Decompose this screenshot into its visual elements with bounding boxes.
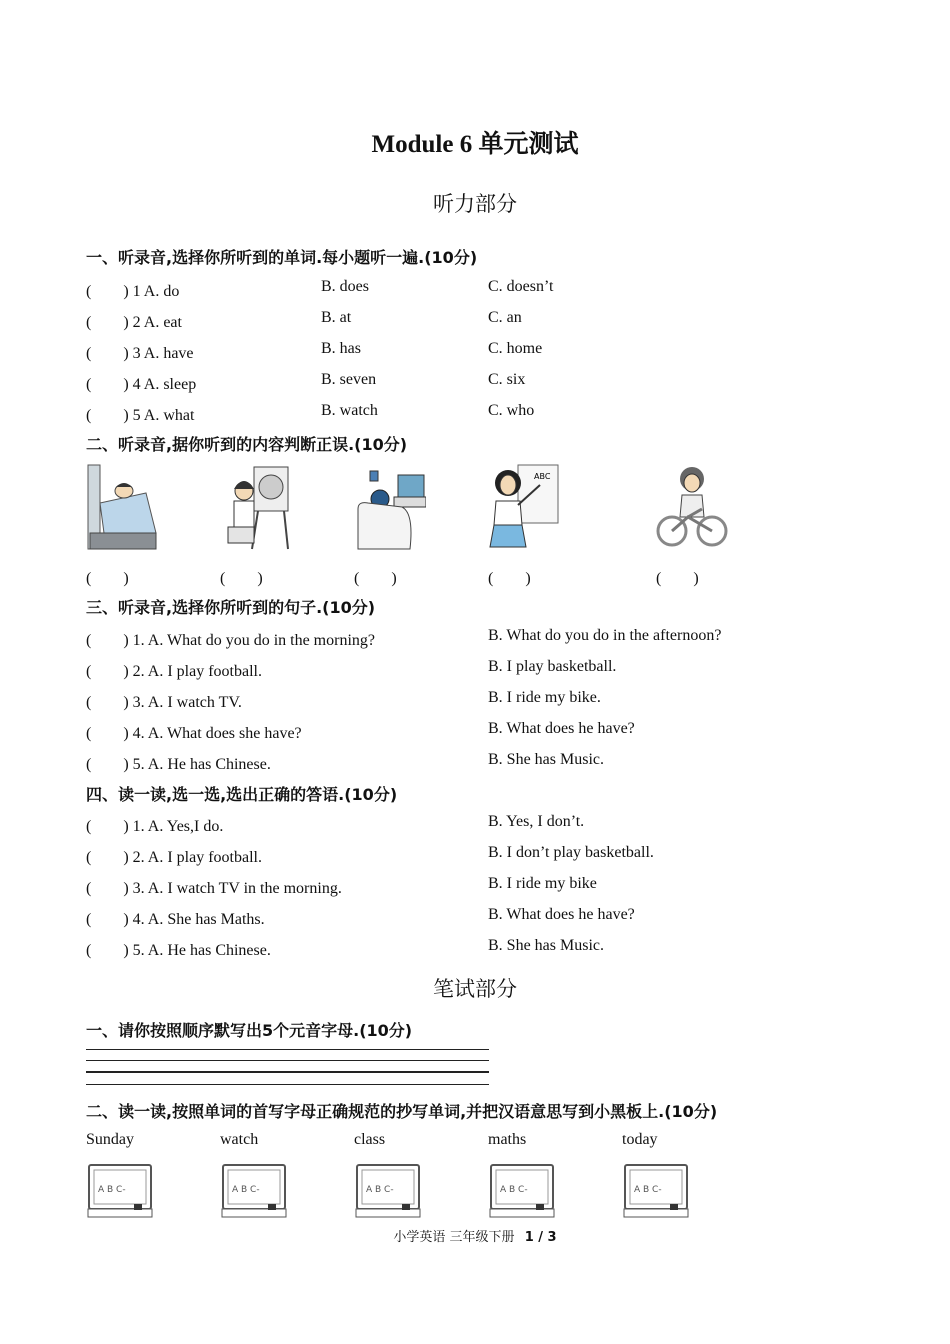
question-text: ( ) 2. A. I play football.	[86, 849, 262, 866]
section-4-heading: 四、读一读,选一选,选出正确的答语.(10分)	[86, 785, 398, 804]
word-maths: maths	[488, 1131, 527, 1148]
option-b: B. I don’t play basketball.	[488, 844, 654, 861]
option-b: B. at	[321, 309, 352, 326]
footer-text: 小学英语 三年级下册	[393, 1230, 515, 1245]
watching-tv-picture	[354, 463, 426, 551]
word-class: class	[354, 1131, 386, 1148]
option-c: C. who	[488, 402, 535, 419]
writing-line	[86, 1084, 489, 1085]
section-1-heading: 一、听录音,选择你所听到的单词.每小题听一遍.(10分)	[86, 248, 478, 267]
riding-bike-picture	[656, 463, 728, 551]
section-3-heading: 三、听录音,选择你所听到的句子.(10分)	[86, 598, 376, 617]
question-text: ( ) 4. A. What does she have?	[86, 725, 302, 742]
answer-bracket[interactable]: ( )	[220, 570, 263, 587]
answer-bracket[interactable]: ( )	[354, 570, 397, 587]
writing-line	[86, 1049, 489, 1050]
question-text: ( ) 5. A. He has Chinese.	[86, 942, 271, 959]
blackboard-picture[interactable]	[354, 1162, 422, 1220]
page-number: 1 / 3	[524, 1230, 557, 1245]
question-text: ( ) 1. A. Yes,I do.	[86, 818, 224, 835]
board-text: A B C-	[634, 1185, 662, 1195]
question-text: ( ) 1. A. What do you do in the morning?	[86, 632, 376, 649]
writing-section-1-heading: 一、请你按照顺序默写出5个元音字母.(10分)	[86, 1021, 413, 1040]
board-text: A B C-	[232, 1185, 260, 1195]
option-b: B. I play basketball.	[488, 658, 617, 675]
section-2-heading: 二、听录音,据你听到的内容判断正误.(10分)	[86, 435, 408, 454]
writing-section-2-heading: 二、读一读,按照单词的首写字母正确规范的抄写单词,并把汉语意思写到小黑板上.(10分)	[86, 1102, 718, 1121]
question-text: ( ) 4. A. She has Maths.	[86, 911, 265, 928]
question-text: ( ) 3 A. have	[86, 345, 194, 362]
question-text: ( ) 3. A. I watch TV in the morning.	[86, 880, 342, 897]
question-text: ( ) 2 A. eat	[86, 314, 182, 331]
word-today: today	[622, 1131, 658, 1148]
writing-part-heading: 笔试部分	[433, 977, 517, 1001]
answer-bracket[interactable]: ( )	[488, 570, 531, 587]
option-c: C. doesn’t	[488, 278, 554, 295]
page-footer	[0, 1226, 950, 1245]
option-b: B. has	[321, 340, 361, 357]
question-text: ( ) 2. A. I play football.	[86, 663, 262, 680]
answer-bracket[interactable]: ( )	[86, 570, 129, 587]
question-text: ( ) 5 A. what	[86, 407, 195, 424]
board-text: A B C-	[98, 1185, 126, 1195]
sleeping-boy-picture	[86, 463, 158, 551]
writing-line	[86, 1071, 489, 1073]
option-b: B. Yes, I don’t.	[488, 813, 585, 830]
option-b: B. I ride my bike	[488, 875, 597, 892]
blackboard-picture[interactable]	[86, 1162, 154, 1220]
word-watch: watch	[220, 1131, 259, 1148]
option-b: B. What does he have?	[488, 720, 635, 737]
svg-text:ABC: ABC	[534, 472, 551, 481]
option-b: B. does	[321, 278, 369, 295]
option-b: B. She has Music.	[488, 751, 604, 768]
word-sunday: Sunday	[86, 1131, 134, 1148]
option-c: C. an	[488, 309, 522, 326]
option-c: C. home	[488, 340, 543, 357]
listening-part-heading: 听力部分	[433, 192, 517, 216]
teacher-picture	[488, 463, 560, 551]
option-c: C. six	[488, 371, 526, 388]
board-text: A B C-	[500, 1185, 528, 1195]
blackboard-picture[interactable]	[488, 1162, 556, 1220]
page-title: Module 6 单元测试	[371, 131, 579, 158]
option-b: B. seven	[321, 371, 377, 388]
blackboard-picture[interactable]	[220, 1162, 288, 1220]
writing-line	[86, 1060, 489, 1061]
question-text: ( ) 4 A. sleep	[86, 376, 197, 393]
blackboard-picture[interactable]	[622, 1162, 690, 1220]
question-text: ( ) 1 A. do	[86, 283, 180, 300]
question-text: ( ) 3. A. I watch TV.	[86, 694, 242, 711]
option-b: B. watch	[321, 402, 378, 419]
option-b: B. I ride my bike.	[488, 689, 601, 706]
option-b: B. What do you do in the afternoon?	[488, 627, 722, 644]
board-text: A B C-	[366, 1185, 394, 1195]
answer-bracket[interactable]: ( )	[656, 570, 699, 587]
option-b: B. What does he have?	[488, 906, 635, 923]
question-text: ( ) 5. A. He has Chinese.	[86, 756, 271, 773]
option-b: B. She has Music.	[488, 937, 604, 954]
painting-girl-picture	[220, 463, 292, 551]
